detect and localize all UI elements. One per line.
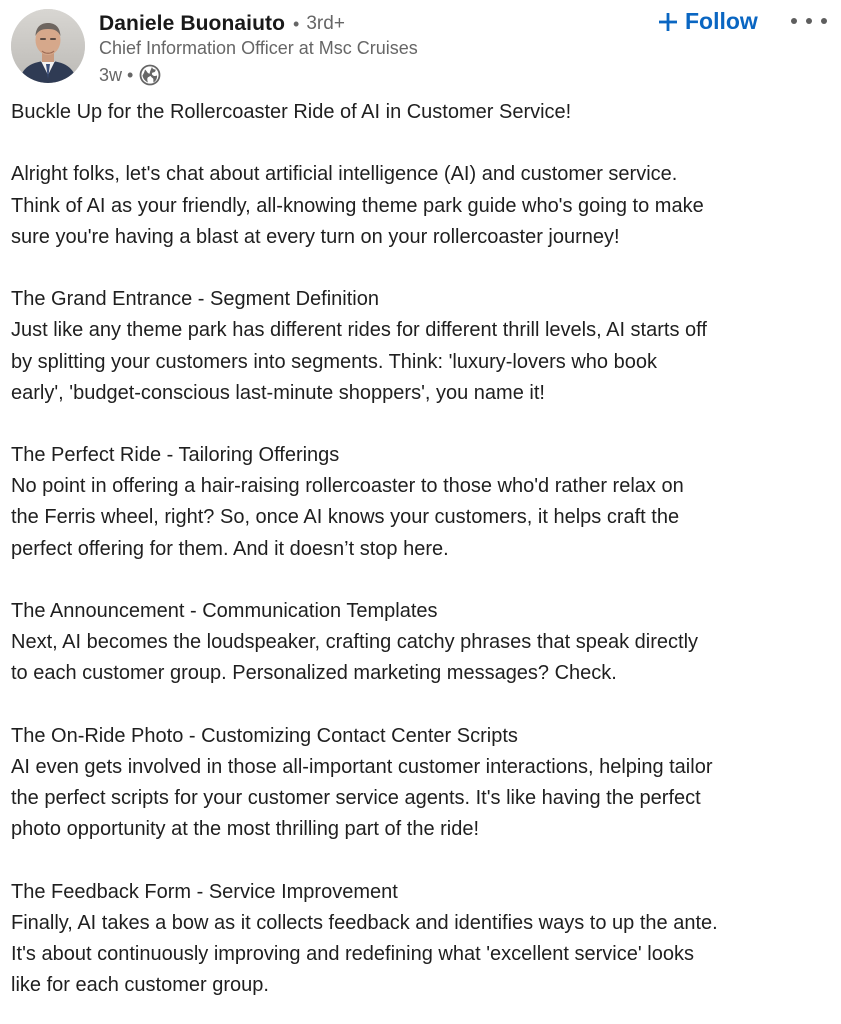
globe-icon [139,64,161,86]
more-options-button[interactable] [791,10,827,32]
follow-button[interactable] [658,4,758,38]
section-line: photo opportunity at the most thrilling part of the ride! [11,818,480,841]
post-title: Buckle Up for the Rollercoaster Ride of AI in Customer Service! [11,101,572,123]
section-line: the Ferris wheel, right? So, once AI knows your customers, it helps craft the [11,506,680,529]
post-header [0,0,841,92]
section-line: Next, AI becomes the loudspeaker, crafting catchy phrases that speak directly [11,631,699,654]
intro-line: sure you're having a blast at every turn on your rollercoaster journey! [11,225,620,248]
section-heading: The Grand Entrance - Segment Definition [11,288,379,311]
section-line: Finally, AI takes a bow as it collects feedback and identifies ways to up the ante. [11,911,718,934]
time-separator: • [127,64,134,85]
author-avatar[interactable] [11,9,85,83]
section-line: by splitting your customers into segments. Think: 'luxury-lovers who book [11,350,657,373]
section-line: AI even gets involved in those all-important customer interactions, helping tailor [11,755,713,778]
plus-icon [658,11,678,31]
section-heading: The Feedback Form - Service Improvement [11,880,398,903]
post-body [11,97,837,1001]
intro-line: Alright folks, let's chat about artificial intelligence (AI) and customer service. [11,163,678,186]
section-line: It's about continuously improving and redefining what 'excellent service' looks [11,943,694,966]
profile-photo [11,9,85,83]
section-line: No point in offering a hair-raising rollercoaster to those who'd rather relax on [11,475,684,498]
section-line: like for each customer group. [11,974,269,997]
section-line: the perfect scripts for your customer service agents. It's like having the perfect [11,787,701,810]
intro-line: Think of AI as your friendly, all-knowing theme park guide who's going to make [11,194,704,217]
author-name-row [99,9,345,39]
section-heading: The On-Ride Photo - Customizing Contact Center Scripts [11,724,518,747]
follow-label: Follow [685,7,758,34]
author-headline: Chief Information Officer at Msc Cruises [99,38,418,58]
name-separator: • [293,13,300,34]
more-dots-icon [791,18,797,24]
section-heading: The Perfect Ride - Tailoring Offerings [11,444,340,467]
section-line: to each customer group. Personalized marketing messages? Check. [11,662,617,685]
section-heading: The Announcement - Communication Templates [11,600,438,622]
section-line: perfect offering for them. And it doesn’t stop here. [11,537,449,560]
section-line: early', 'budget-conscious last-minute shoppers', you name it! [11,381,545,404]
post-meta [99,63,161,87]
author-name[interactable]: Daniele Buonaiuto [99,12,286,35]
post-time: 3w [99,64,123,85]
connection-degree: 3rd+ [306,13,345,34]
section-line: Just like any theme park has different rides for different thrill levels, AI starts off [11,319,707,342]
